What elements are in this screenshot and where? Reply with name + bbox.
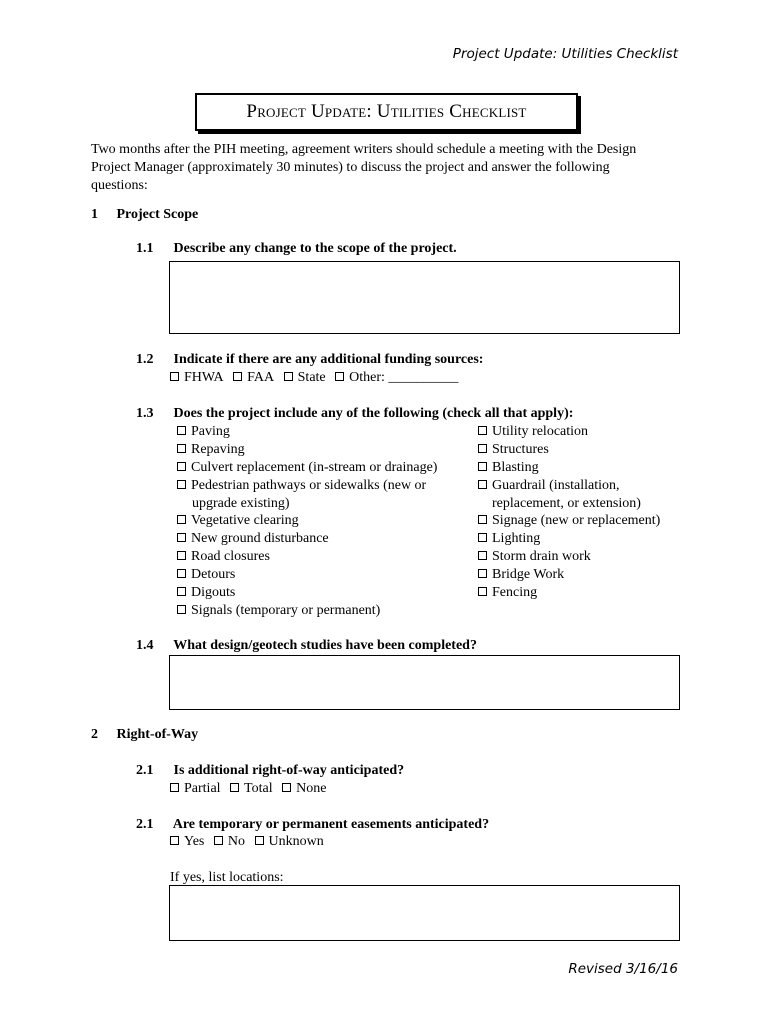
question-number: 1.1 [136, 241, 154, 256]
checkbox[interactable] [230, 783, 239, 792]
question-1-2 [136, 352, 483, 368]
running-header: Project Update: Utilities Checklist [452, 46, 678, 62]
checkbox[interactable] [478, 444, 487, 453]
checkbox[interactable] [177, 605, 186, 614]
easement-options [170, 833, 330, 851]
intro-paragraph: Two months after the PIH meeting, agreement writers should schedule a meeting with the Design Project Manager (approximately 30 minutes) to discuss the project and answer the following questions: [91, 142, 637, 193]
checkbox[interactable] [478, 587, 487, 596]
question-2-2 [136, 817, 489, 833]
checkbox[interactable] [177, 444, 186, 453]
easement-option[interactable]: No [214, 834, 245, 849]
checklist-item[interactable]: Utility relocation [478, 423, 588, 441]
checkbox[interactable] [478, 569, 487, 578]
question-text: Is additional right-of-way anticipated? [173, 763, 405, 778]
question-1-3 [136, 406, 573, 422]
checklist-item[interactable]: Detours [177, 566, 235, 584]
checklist-item[interactable]: Pedestrian pathways or sidewalks (new or [177, 477, 426, 495]
question-text: What design/geotech studies have been completed? [173, 638, 477, 653]
checkbox[interactable] [177, 533, 186, 542]
checklist-item[interactable]: Signals (temporary or permanent) [177, 602, 380, 620]
checklist-item[interactable]: Culvert replacement (in-stream or drainage) [177, 459, 437, 477]
checklist-item-continuation: replacement, or extension) [492, 496, 641, 511]
question-1-4 [136, 638, 477, 654]
checkbox[interactable] [177, 569, 186, 578]
studies-answer-box[interactable] [169, 655, 680, 710]
section-number: 2 [91, 727, 98, 742]
checklist-item[interactable]: Blasting [478, 459, 539, 477]
question-text: Describe any change to the scope of the project. [173, 241, 457, 256]
section-1-heading [91, 207, 198, 223]
revision-date: Revised 3/16/16 [568, 961, 678, 977]
checkbox[interactable] [282, 783, 291, 792]
checkbox[interactable] [177, 480, 186, 489]
locations-answer-box[interactable] [169, 885, 680, 941]
checklist-item[interactable]: Fencing [478, 584, 537, 602]
checklist-item[interactable]: Vegetative clearing [177, 512, 299, 530]
question-number: 1.2 [136, 352, 154, 367]
checklist-item[interactable]: Bridge Work [478, 566, 564, 584]
checkbox[interactable] [177, 551, 186, 560]
checkbox[interactable] [233, 372, 242, 381]
checkbox[interactable] [284, 372, 293, 381]
checkbox[interactable] [177, 515, 186, 524]
section-title: Right-of-Way [116, 727, 199, 742]
question-number: 1.3 [136, 406, 154, 421]
checkbox[interactable] [335, 372, 344, 381]
question-text: Are temporary or permanent easements anticipated? [172, 817, 490, 832]
question-number: 2.1 [136, 763, 154, 778]
checklist-item[interactable]: Repaving [177, 441, 245, 459]
question-2-1 [136, 763, 404, 779]
funding-options [170, 369, 464, 387]
checkbox[interactable] [170, 836, 179, 845]
row-option[interactable]: Total [230, 781, 273, 796]
checkbox[interactable] [170, 783, 179, 792]
question-number: 1.4 [136, 638, 154, 653]
row-options [170, 780, 332, 798]
checkbox[interactable] [177, 426, 186, 435]
checklist-item[interactable]: New ground disturbance [177, 530, 329, 548]
checklist-item[interactable]: Signage (new or replacement) [478, 512, 660, 530]
funding-option[interactable]: FAA [233, 370, 274, 385]
checkbox[interactable] [478, 462, 487, 471]
checkbox[interactable] [177, 462, 186, 471]
checkbox[interactable] [170, 372, 179, 381]
question-number: 2.1 [136, 817, 154, 832]
section-title: Project Scope [116, 207, 199, 222]
checklist-item[interactable]: Digouts [177, 584, 235, 602]
checklist-item[interactable]: Structures [478, 441, 549, 459]
checklist-item[interactable]: Road closures [177, 548, 270, 566]
question-1-1 [136, 241, 457, 257]
page-title: Project Update: Utilities Checklist [195, 93, 578, 131]
checkbox[interactable] [214, 836, 223, 845]
checklist-item[interactable]: Storm drain work [478, 548, 591, 566]
checkbox[interactable] [177, 587, 186, 596]
section-2-heading [91, 727, 198, 743]
checkbox[interactable] [478, 515, 487, 524]
row-option[interactable]: None [282, 781, 326, 796]
row-option[interactable]: Partial [170, 781, 221, 796]
funding-option[interactable]: Other: __________ [335, 370, 458, 385]
checkbox[interactable] [478, 551, 487, 560]
funding-option[interactable]: State [284, 370, 326, 385]
easement-option[interactable]: Yes [170, 834, 204, 849]
locations-label: If yes, list locations: [170, 870, 284, 885]
easement-option[interactable]: Unknown [255, 834, 324, 849]
checklist-item[interactable]: Paving [177, 423, 230, 441]
question-text: Does the project include any of the following (check all that apply): [173, 406, 574, 421]
checklist-item[interactable]: Lighting [478, 530, 540, 548]
checklist-item-continuation: upgrade existing) [192, 496, 290, 511]
checkbox[interactable] [478, 533, 487, 542]
scope-change-answer-box[interactable] [169, 261, 680, 334]
checkbox[interactable] [478, 426, 487, 435]
section-number: 1 [91, 207, 98, 222]
checklist-item[interactable]: Guardrail (installation, [478, 477, 620, 495]
funding-option[interactable]: FHWA [170, 370, 224, 385]
checkbox[interactable] [478, 480, 487, 489]
question-text: Indicate if there are any additional funding sources: [173, 352, 484, 367]
checkbox[interactable] [255, 836, 264, 845]
